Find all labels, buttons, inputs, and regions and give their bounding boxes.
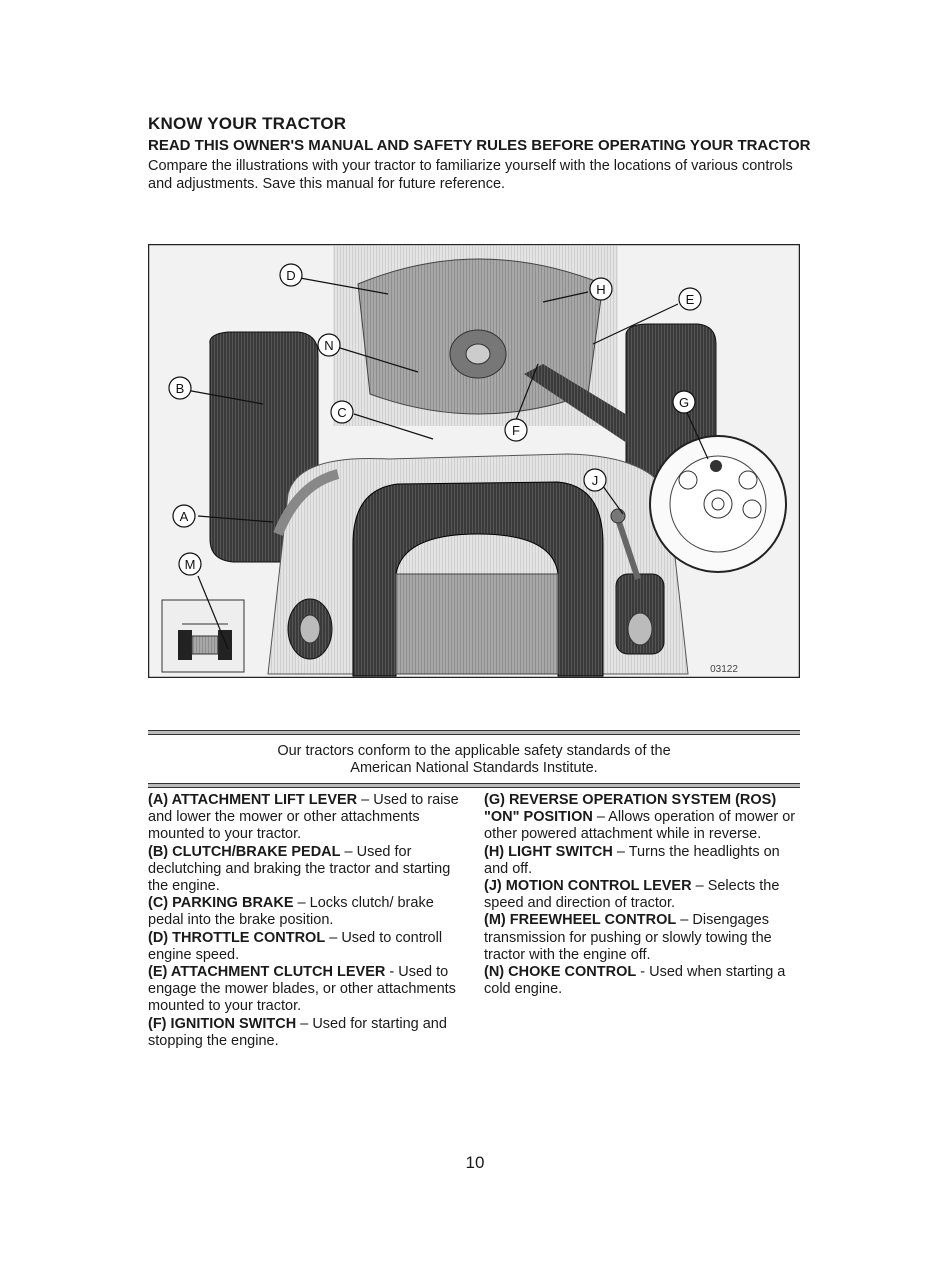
safety-notice	[148, 730, 800, 788]
notice-line-1: Our tractors conform to the applicable safety standards of the	[277, 743, 671, 759]
callout-c: C	[337, 405, 347, 420]
entry-parking-brake: (C) PARKING BRAKE – Locks clutch/ brake pedal into the brake position.	[148, 895, 434, 929]
entry-ignition-switch: (F) IGNITION SWITCH – Used for starting and stopping the engine.	[148, 1015, 447, 1049]
callout-d: D	[286, 268, 296, 283]
entry-reverse-operation-system: (G) REVERSE OPERATION SYSTEM (ROS) "ON" POSITION – Allows operation of mower or other powered attachment while in reverse.	[484, 792, 796, 843]
page-subtitle: READ THIS OWNER'S MANUAL AND SAFETY RULES BEFORE OPERATING YOUR TRACTOR	[148, 137, 811, 154]
entry-attachment-lift-lever: (A) ATTACHMENT LIFT LEVER – Used to raise and lower the mower or other attachments mounted to your tractor.	[148, 792, 459, 843]
tractor-illustration	[148, 244, 800, 678]
entry-attachment-clutch-lever: (E) ATTACHMENT CLUTCH LEVER - Used to engage the mower blades, or other attachments mounted to your tractor.	[148, 964, 456, 1015]
callout-f: F	[512, 423, 520, 438]
page-number: 10	[465, 1153, 485, 1172]
entry-clutch-brake-pedal: (B) CLUTCH/BRAKE PEDAL – Used for declutching and braking the tractor and starting the engine.	[148, 843, 451, 895]
page-header	[148, 114, 818, 193]
callout-e: E	[685, 292, 695, 307]
entry-motion-control-lever: (J) MOTION CONTROL LEVER – Selects the speed and direction of tractor.	[484, 878, 780, 912]
page-title: KNOW YOUR TRACTOR	[148, 114, 347, 133]
right-column	[484, 792, 806, 998]
notice-line-2: American National Standards Institute.	[350, 760, 598, 776]
callout-m: M	[184, 557, 196, 572]
entry-freewheel-control: (M) FREEWHEEL CONTROL – Disengages transmission for pushing or slowly towing the tractor with the engine off.	[484, 912, 772, 963]
left-column	[148, 792, 468, 1050]
tractor-drawing	[148, 244, 800, 678]
callout-g: G	[678, 395, 690, 410]
notice-text	[148, 735, 800, 783]
callout-a: A	[179, 509, 189, 524]
callout-j: J	[591, 473, 599, 488]
notice-bottom-rule	[148, 783, 800, 788]
callout-b: B	[175, 381, 185, 396]
entry-choke-control: (N) CHOKE CONTROL - Used when starting a cold engine.	[484, 964, 786, 998]
intro-paragraph: Compare the illustrations with your tractor to familiarize yourself with the locations of various controls and adjustments. Save this manual for future reference.	[148, 158, 793, 192]
figure-code: 03122	[710, 664, 738, 675]
entry-light-switch: (H) LIGHT SWITCH – Turns the headlights on and off.	[484, 843, 780, 877]
callout-n: N	[324, 338, 334, 353]
callout-h: H	[596, 282, 606, 297]
entry-throttle-control: (D) THROTTLE CONTROL – Used to controll engine speed.	[148, 929, 443, 963]
